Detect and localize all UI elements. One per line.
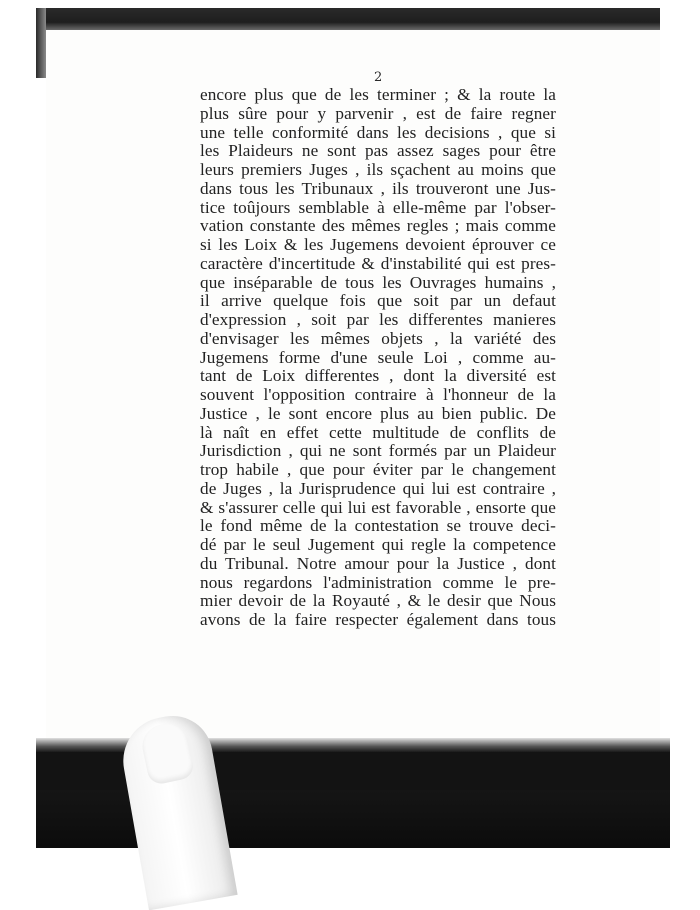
book-edge-shadow xyxy=(36,8,46,78)
text-line: une telle conformité dans les decisions , que si xyxy=(200,122,556,142)
text-line: tant de Loix differentes , dont la diversité est xyxy=(200,366,556,386)
text-line: dé par le seul Jugement qui regle la competence xyxy=(200,535,556,554)
text-line: du Tribunal. Notre amour pour la Justice , dont xyxy=(200,553,556,573)
text-line: si les Loix & les Jugemens devoient éprouver ce xyxy=(200,235,556,254)
text-line: caractère d'incertitude & d'instabilité qui est pres- xyxy=(200,253,556,273)
text-line: & s'assurer celle qui lui est favorable , ensorte que xyxy=(200,497,556,517)
text-line: vation constante des mêmes regles ; mais comme xyxy=(200,216,556,236)
text-line: il arrive quelque fois que soit par un defaut xyxy=(200,291,556,311)
text-line: dans tous les Tribunaux , ils trouveront une Jus- xyxy=(200,178,556,198)
text-line: Jurisdiction , qui ne sont formés par un Plaideur xyxy=(200,441,556,461)
text-line: que inséparable de tous les Ouvrages humains , xyxy=(200,272,556,292)
body-text xyxy=(200,86,556,630)
page-number: 2 xyxy=(374,70,383,85)
text-line: leurs premiers Juges , ils sçachent au moins que xyxy=(200,160,556,179)
text-line: le fond même de la contestation se trouve deci- xyxy=(200,516,556,536)
text-line: Justice , le sont encore plus au bien public. De xyxy=(200,403,556,423)
text-line: trop habile , que pour éviter par le changement xyxy=(200,460,556,479)
text-line: mier devoir de la Royauté , & le desir que Nous xyxy=(200,591,556,611)
text-line: de Juges , la Jurisprudence qui lui est contraire , xyxy=(200,478,556,498)
text-line: plus sûre pour y parvenir , est de faire regner xyxy=(200,103,556,123)
text-line: Jugemens forme d'une seule Loi , comme au- xyxy=(200,347,556,367)
text-line: nous regardons l'administration comme le pre- xyxy=(200,572,556,592)
text-line: d'envisager les mêmes objets , la variété des xyxy=(200,328,556,348)
text-line: les Plaideurs ne sont pas assez sages pour être xyxy=(200,141,556,161)
text-line: avons de la faire respecter également dans tous xyxy=(200,610,556,629)
text-line: encore plus que de les terminer ; & la route la xyxy=(200,85,556,104)
text-line: d'expression , soit par les differentes manieres xyxy=(200,310,556,329)
text-line: là naît en effet cette multitude de conflits de xyxy=(200,422,556,442)
text-line: souvent l'opposition contraire à l'honneur de la xyxy=(200,385,556,404)
text-line: tice toûjours semblable à elle-même par l'obser- xyxy=(200,197,556,217)
